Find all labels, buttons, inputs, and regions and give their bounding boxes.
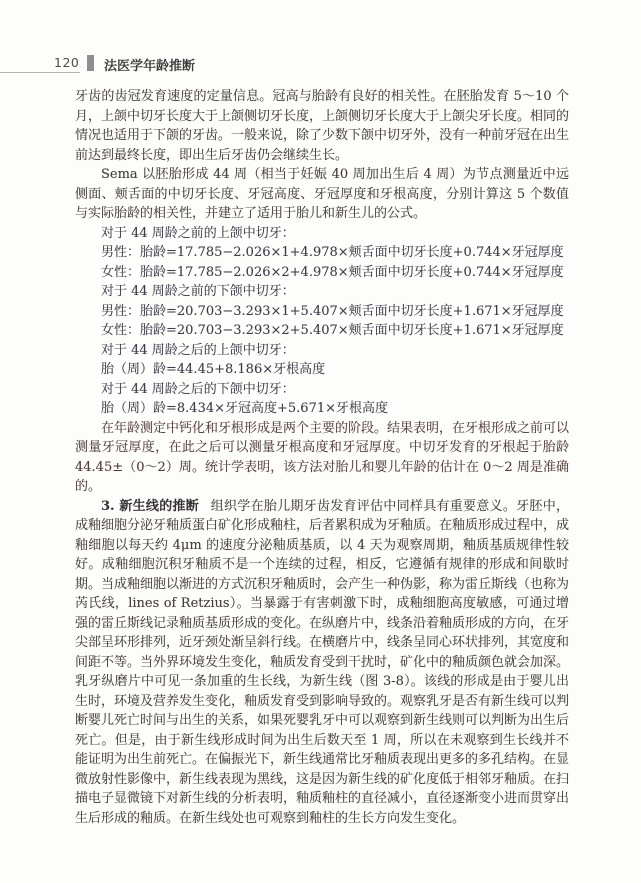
formula-line: 男性：胎龄=20.703−3.293×1+5.407×颊舌面中切牙长度+1.671×牙冠厚度 [101, 303, 564, 319]
formula-line: 对于 44 周龄之后的下颌中切牙： [101, 381, 295, 397]
paragraph-neonatal-line [75, 497, 569, 829]
header-divider-bar [87, 55, 94, 71]
section-heading-neonatal-line: 3. 新生线的推断 [101, 498, 200, 514]
paragraph-crown-growth: 牙齿的齿冠发育速度的定量信息。冠高与胎龄有良好的相关性。在胚胎发育 5～10 个月，上颌中切牙长度大于上颌侧切牙长度，上颌侧切牙长度大于上颌尖牙长度。相同的情况也适用于下颌的牙齿。一般来说，除了少数下颌中切牙外，没有一种前牙冠在出生前达到最终长度，即出生后牙齿仍会继续生长。 [75, 89, 570, 163]
page-number-rule [0, 72, 80, 74]
formula-line: 对于 44 周龄之前的上颌中切牙： [101, 225, 295, 241]
running-title: 法医学年龄推断 [104, 59, 196, 74]
formula-line: 胎（周）龄=8.434×牙冠高度+5.671×牙根高度 [101, 401, 389, 416]
formula-line: 对于 44 周龄之后的上颌中切牙： [101, 342, 295, 358]
page-number: 120 [54, 55, 80, 70]
page-header [0, 54, 641, 76]
formula-line: 对于 44 周龄之前的下颌中切牙： [101, 284, 295, 299]
formula-line: 女性：胎龄=20.703−3.293×2+5.407×颊舌面中切牙长度+1.671×牙冠厚度 [101, 323, 564, 338]
section-body-text: 组织学在胎儿期牙齿发育评估中同样具有重要意义。牙胚中，成釉细胞分泌牙釉质蛋白矿化形成釉柱，后者累积成为牙釉质。在釉质形成过程中，成釉细胞以每天约 4μm 的速度分泌釉质基质，以 4 天为观察周期，釉质基质规律性较好。成釉细胞沉积牙釉质不是一个连续的过程，相反，它遵循有规律的形成和间歇时期。当成釉细胞以渐进的方式沉积牙釉质时，会产生一种伪影，称为雷丘斯线（也称为芮氏线，lines of Retzius）。当暴露于有害刺激下时，成釉细胞高度敏感，可通过增强的雷丘斯线记录釉质基质形成的变化。在纵磨片中，线条沿着釉质形成的方向，在牙尖部呈环形排列，近牙颈处渐呈斜行线。在横磨片中，线条呈同心环状排列，其宽度和间距不等。当外界环境发生变化，釉质发育受到干扰时，矿化中的釉质颜色就会加深。乳牙纵磨片中可见一条加重的生长线，为新生线（图 3-8）。该线的形成是由于婴儿出生时，环境及营养发生变化，釉质发育受到影响导致的。观察乳牙是否有新生线可以判断婴儿死亡时间与出生的关系，如果死婴乳牙中可以观察到新生线则可以判断为出生后死亡。但是，由于新生线形成时间为出生后数天至 1 周，所以在未观察到生长线并不能证明为出生前死亡。在偏振光下，新生线通常比牙釉质表现出更多的多孔结构。在显微放射性影像中，新生线表现为黑线，这是因为新生线的矿化度低于相邻牙釉质。在扫描电子显微镜下对新生线的分析表明，釉质釉柱的直径减小，直径逐渐变小进而贯穿出生后形成的釉质。在新生线处也可观察到釉柱的生长方向发生变化。 [75, 498, 570, 826]
formula-line: 男性：胎龄=17.785−2.026×1+4.978×颊舌面中切牙长度+0.744×牙冠厚度 [101, 245, 564, 260]
page-body [75, 87, 569, 828]
paragraph-calcification-stages: 在年龄测定中钙化和牙根形成是两个主要的阶段。结果表明，在牙根形成之前可以测量牙冠厚度，在此之后可以测量牙根高度和牙冠厚度。中切牙发育的牙根起于胎龄 44.45±（0～2）周。统计学表明，该方法对胎儿和婴儿年龄的估计在 0～2 周是准确的。 [75, 420, 570, 494]
formula-line: 女性：胎龄=17.785−2.026×2+4.978×颊舌面中切牙长度+0.744×牙冠厚度 [101, 264, 564, 280]
paragraph-sema-method: Sema 以胚胎形成 44 周（相当于妊娠 40 周加出生后 4 周）为节点测量近中远侧面、颊舌面的中切牙长度、牙冠高度、牙冠厚度和牙根高度，分别计算这 5 个数值与实际胎龄的相关性，并建立了适用于胎儿和新生儿的公式。 [75, 167, 569, 221]
formula-line: 胎（周）龄=44.45+8.186×牙根高度 [101, 362, 326, 377]
